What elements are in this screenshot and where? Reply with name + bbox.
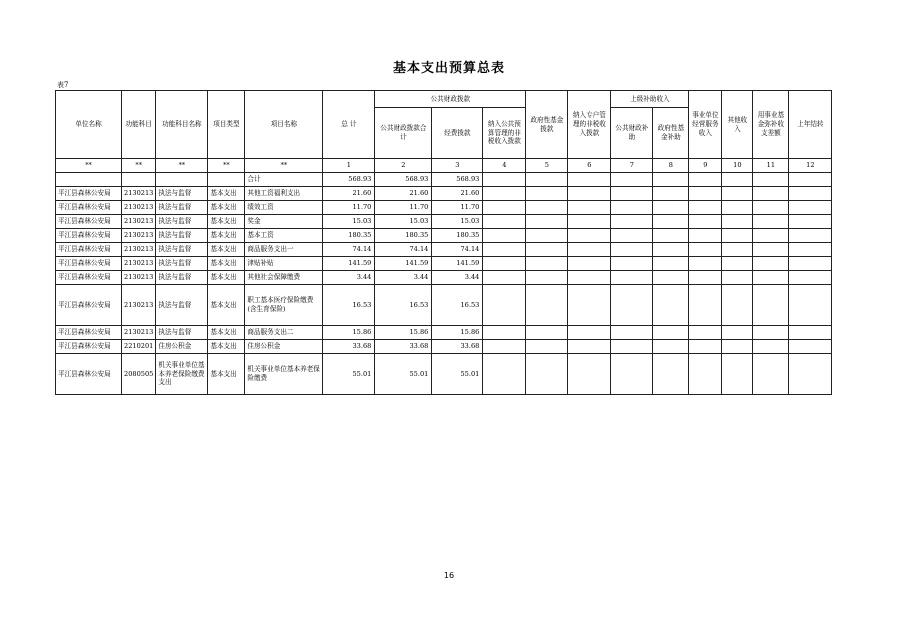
header-upper-gov: 政府性基金补助 <box>653 108 689 159</box>
cell-total: 21.60 <box>323 187 375 201</box>
cell-total: 16.53 <box>323 285 375 326</box>
empty-cell <box>653 201 689 215</box>
cell-func-name: 执法与监督 <box>156 229 208 243</box>
empty-cell <box>753 354 789 395</box>
empty-cell <box>753 187 789 201</box>
empty-cell <box>611 285 653 326</box>
empty-cell <box>568 215 611 229</box>
header-func-code: 功能科目 <box>122 91 156 159</box>
index-cell: 8 <box>653 159 689 173</box>
empty-cell <box>483 285 526 326</box>
empty-cell <box>568 257 611 271</box>
cell-func-name: 住房公积金 <box>156 340 208 354</box>
header-business-income: 事业单位经营服务收入 <box>689 91 722 159</box>
cell-unit: 平江县森林公安局 <box>56 215 122 229</box>
cell-pf-total: 55.01 <box>375 354 432 395</box>
empty-cell <box>483 215 526 229</box>
cell-pf-total: 74.14 <box>375 243 432 257</box>
header-last-year: 上年结转 <box>789 91 832 159</box>
cell-item-name: 绩效工资 <box>245 201 323 215</box>
cell-item-name: 其他社会保障缴费 <box>245 271 323 285</box>
header-unit: 单位名称 <box>56 91 122 159</box>
empty-cell <box>611 229 653 243</box>
empty-cell <box>483 271 526 285</box>
empty-cell <box>689 215 722 229</box>
cell-pf-funds: 15.86 <box>432 326 483 340</box>
cell-func-code: 2130213 <box>122 271 156 285</box>
cell-pf-total: 21.60 <box>375 187 432 201</box>
empty-cell <box>689 354 722 395</box>
cell-item-type: 基本支出 <box>208 201 245 215</box>
index-cell: ** <box>245 159 323 173</box>
cell-pf-total: 180.35 <box>375 229 432 243</box>
cell-item-name: 奖金 <box>245 215 323 229</box>
table-row <box>56 229 832 243</box>
empty-cell <box>689 201 722 215</box>
empty-cell <box>689 243 722 257</box>
cell-pf-funds: 11.70 <box>432 201 483 215</box>
empty-cell <box>483 229 526 243</box>
empty-cell <box>722 354 753 395</box>
index-cell: 2 <box>375 159 432 173</box>
empty-cell <box>568 326 611 340</box>
cell-func-code: 2130213 <box>122 187 156 201</box>
table-row <box>56 187 832 201</box>
cell-total: 3.44 <box>323 271 375 285</box>
table-row <box>56 271 832 285</box>
empty-cell <box>689 285 722 326</box>
cell-unit: 平江县森林公安局 <box>56 229 122 243</box>
empty-cell <box>789 340 832 354</box>
header-pf-total: 公共财政拨款合计 <box>375 108 432 159</box>
cell-pf-funds: 74.14 <box>432 243 483 257</box>
empty-cell <box>722 257 753 271</box>
empty-cell <box>789 243 832 257</box>
cell-unit: 平江县森林公安局 <box>56 354 122 395</box>
cell-unit: 平江县森林公安局 <box>56 187 122 201</box>
cell-item-type: 基本支出 <box>208 243 245 257</box>
cell-pf-total: 141.59 <box>375 257 432 271</box>
empty-cell <box>653 229 689 243</box>
empty-cell <box>722 243 753 257</box>
cell-pf-total: 11.70 <box>375 201 432 215</box>
cell-unit: 平江县森林公安局 <box>56 285 122 326</box>
cell-pf-total: 3.44 <box>375 271 432 285</box>
empty-cell <box>568 187 611 201</box>
index-cell: ** <box>208 159 245 173</box>
table-row <box>56 340 832 354</box>
index-cell: 3 <box>432 159 483 173</box>
header-business-fund: 用事业基金弥补收支差额 <box>753 91 789 159</box>
cell-total: 180.35 <box>323 229 375 243</box>
cell-unit: 平江县森林公安局 <box>56 243 122 257</box>
cell-total: 74.14 <box>323 243 375 257</box>
header-item-type: 项目类型 <box>208 91 245 159</box>
header-gov-fund: 政府性基金拨款 <box>526 91 568 159</box>
cell-func-name: 机关事业单位基本养老保险缴费支出 <box>156 354 208 395</box>
header-upper-public: 公共财政补助 <box>611 108 653 159</box>
empty-cell <box>653 257 689 271</box>
empty-cell <box>653 271 689 285</box>
header-upper-subsidy: 上级补助收入 <box>611 91 689 108</box>
cell-pf-total: 15.03 <box>375 215 432 229</box>
cell-func-code: 2130213 <box>122 326 156 340</box>
index-cell: 4 <box>483 159 526 173</box>
cell-pf-total: 15.86 <box>375 326 432 340</box>
cell-func-code: 2130213 <box>122 215 156 229</box>
empty-cell <box>483 326 526 340</box>
cell-func-name: 执法与监督 <box>156 257 208 271</box>
empty-cell <box>689 257 722 271</box>
table-number: 表7 <box>57 81 69 89</box>
table-row <box>56 354 832 395</box>
empty-cell <box>568 340 611 354</box>
cell-pf-funds: 55.01 <box>432 354 483 395</box>
total-pf-funds: 568.93 <box>432 173 483 187</box>
header-func-name: 功能科目名称 <box>156 91 208 159</box>
cell-item-name: 商品服务支出一 <box>245 243 323 257</box>
empty-cell <box>611 187 653 201</box>
cell-item-name: 机关事业单位基本养老保险缴费 <box>245 354 323 395</box>
cell-func-name: 执法与监督 <box>156 326 208 340</box>
empty-cell <box>789 271 832 285</box>
empty-cell <box>722 215 753 229</box>
empty-cell <box>753 215 789 229</box>
empty-cell <box>568 229 611 243</box>
cell-item-type: 基本支出 <box>208 271 245 285</box>
cell-pf-total: 33.68 <box>375 340 432 354</box>
empty-cell <box>611 243 653 257</box>
cell-func-code: 2080505 <box>122 354 156 395</box>
empty-cell <box>526 285 568 326</box>
cell-func-name: 执法与监督 <box>156 243 208 257</box>
index-cell: 11 <box>753 159 789 173</box>
index-row <box>56 159 832 173</box>
empty-cell <box>611 257 653 271</box>
empty-cell <box>753 271 789 285</box>
empty-cell <box>722 187 753 201</box>
empty-cell <box>483 243 526 257</box>
cell-item-type: 基本支出 <box>208 354 245 395</box>
cell-item-name: 职工基本医疗保险缴费(含生育保险) <box>245 285 323 326</box>
index-cell: ** <box>122 159 156 173</box>
empty-cell <box>568 271 611 285</box>
empty-cell <box>611 215 653 229</box>
empty-cell <box>722 285 753 326</box>
empty-cell <box>653 243 689 257</box>
budget-table <box>55 90 832 395</box>
empty-cell <box>526 257 568 271</box>
index-cell: ** <box>56 159 122 173</box>
cell-item-name: 商品服务支出二 <box>245 326 323 340</box>
cell-pf-funds: 15.03 <box>432 215 483 229</box>
empty-cell <box>526 201 568 215</box>
cell-func-code: 2130213 <box>122 243 156 257</box>
index-cell: 6 <box>568 159 611 173</box>
cell-total: 15.03 <box>323 215 375 229</box>
empty-cell <box>689 187 722 201</box>
empty-cell <box>653 354 689 395</box>
empty-cell <box>611 271 653 285</box>
empty-cell <box>653 215 689 229</box>
empty-cell <box>753 285 789 326</box>
empty-cell <box>753 201 789 215</box>
cell-pf-total: 16.53 <box>375 285 432 326</box>
empty-cell <box>653 340 689 354</box>
cell-item-type: 基本支出 <box>208 215 245 229</box>
cell-item-type: 基本支出 <box>208 285 245 326</box>
empty-cell <box>753 243 789 257</box>
cell-total: 33.68 <box>323 340 375 354</box>
empty-cell <box>689 271 722 285</box>
empty-cell <box>722 326 753 340</box>
empty-cell <box>526 326 568 340</box>
empty-cell <box>653 285 689 326</box>
empty-cell <box>789 285 832 326</box>
cell-func-code: 2210201 <box>122 340 156 354</box>
cell-unit: 平江县森林公安局 <box>56 201 122 215</box>
cell-item-name: 住房公积金 <box>245 340 323 354</box>
cell-item-type: 基本支出 <box>208 326 245 340</box>
cell-func-code: 2130213 <box>122 285 156 326</box>
cell-pf-funds: 141.59 <box>432 257 483 271</box>
empty-cell <box>526 187 568 201</box>
total-pf-total: 568.93 <box>375 173 432 187</box>
cell-item-type: 基本支出 <box>208 257 245 271</box>
index-cell: 5 <box>526 159 568 173</box>
empty-cell <box>568 201 611 215</box>
empty-cell <box>568 354 611 395</box>
empty-cell <box>611 201 653 215</box>
empty-cell <box>689 326 722 340</box>
empty-cell <box>789 326 832 340</box>
cell-func-name: 执法与监督 <box>156 187 208 201</box>
empty-cell <box>526 215 568 229</box>
empty-cell <box>789 229 832 243</box>
cell-func-code: 2130213 <box>122 229 156 243</box>
empty-cell <box>722 271 753 285</box>
empty-cell <box>789 215 832 229</box>
index-cell: 9 <box>689 159 722 173</box>
page-title: 基本支出预算总表 <box>392 61 505 76</box>
total-total: 568.93 <box>323 173 375 187</box>
empty-cell <box>789 201 832 215</box>
empty-cell <box>753 340 789 354</box>
index-cell: 1 <box>323 159 375 173</box>
cell-total: 15.86 <box>323 326 375 340</box>
cell-total: 11.70 <box>323 201 375 215</box>
cell-func-name: 执法与监督 <box>156 215 208 229</box>
empty-cell <box>753 257 789 271</box>
empty-cell <box>689 229 722 243</box>
empty-cell <box>753 326 789 340</box>
index-cell: ** <box>156 159 208 173</box>
empty-cell <box>789 354 832 395</box>
cell-item-name: 基本工资 <box>245 229 323 243</box>
cell-total: 141.59 <box>323 257 375 271</box>
header-special-nontax: 纳入专户管理的非税收入拨款 <box>568 91 611 159</box>
cell-item-name: 其他工资福利支出 <box>245 187 323 201</box>
cell-item-type: 基本支出 <box>208 187 245 201</box>
cell-pf-funds: 3.44 <box>432 271 483 285</box>
table-row <box>56 201 832 215</box>
header-pf-nontax: 纳入公共预算管理的非税收入拨款 <box>483 108 526 159</box>
header-pf-funds: 经费拨款 <box>432 108 483 159</box>
table-row <box>56 215 832 229</box>
cell-func-code: 2130213 <box>122 257 156 271</box>
table-row <box>56 257 832 271</box>
table-row <box>56 285 832 326</box>
empty-cell <box>483 201 526 215</box>
cell-func-name: 执法与监督 <box>156 271 208 285</box>
cell-item-type: 基本支出 <box>208 229 245 243</box>
cell-unit: 平江县森林公安局 <box>56 340 122 354</box>
empty-cell <box>722 201 753 215</box>
empty-cell <box>483 340 526 354</box>
cell-item-name: 津贴补贴 <box>245 257 323 271</box>
empty-cell <box>722 229 753 243</box>
empty-cell <box>653 187 689 201</box>
cell-pf-funds: 21.60 <box>432 187 483 201</box>
cell-unit: 平江县森林公安局 <box>56 326 122 340</box>
empty-cell <box>653 326 689 340</box>
empty-cell <box>483 354 526 395</box>
empty-cell <box>526 243 568 257</box>
empty-cell <box>526 354 568 395</box>
index-cell: 10 <box>722 159 753 173</box>
empty-cell <box>611 340 653 354</box>
cell-func-name: 执法与监督 <box>156 201 208 215</box>
index-cell: 12 <box>789 159 832 173</box>
empty-cell <box>722 340 753 354</box>
cell-pf-funds: 16.53 <box>432 285 483 326</box>
empty-cell <box>483 187 526 201</box>
cell-item-type: 基本支出 <box>208 340 245 354</box>
empty-cell <box>568 243 611 257</box>
empty-cell <box>568 285 611 326</box>
empty-cell <box>789 257 832 271</box>
header-item-name: 项目名称 <box>245 91 323 159</box>
total-label: 合计 <box>245 173 323 187</box>
cell-unit: 平江县森林公安局 <box>56 271 122 285</box>
empty-cell <box>611 354 653 395</box>
empty-cell <box>483 257 526 271</box>
page-number: 16 <box>443 571 455 580</box>
table-row <box>56 326 832 340</box>
cell-unit: 平江县森林公安局 <box>56 257 122 271</box>
empty-cell <box>753 229 789 243</box>
header-public-finance: 公共财政拨款 <box>375 91 526 108</box>
total-row <box>56 173 832 187</box>
cell-func-name: 执法与监督 <box>156 285 208 326</box>
cell-pf-funds: 180.35 <box>432 229 483 243</box>
empty-cell <box>789 187 832 201</box>
empty-cell <box>526 229 568 243</box>
header-other-income: 其他收入 <box>722 91 753 159</box>
empty-cell <box>611 326 653 340</box>
empty-cell <box>526 271 568 285</box>
table-row <box>56 243 832 257</box>
index-cell: 7 <box>611 159 653 173</box>
empty-cell <box>689 340 722 354</box>
header-total: 总 计 <box>323 91 375 159</box>
cell-pf-funds: 33.68 <box>432 340 483 354</box>
empty-cell <box>526 340 568 354</box>
cell-total: 55.01 <box>323 354 375 395</box>
cell-func-code: 2130213 <box>122 201 156 215</box>
